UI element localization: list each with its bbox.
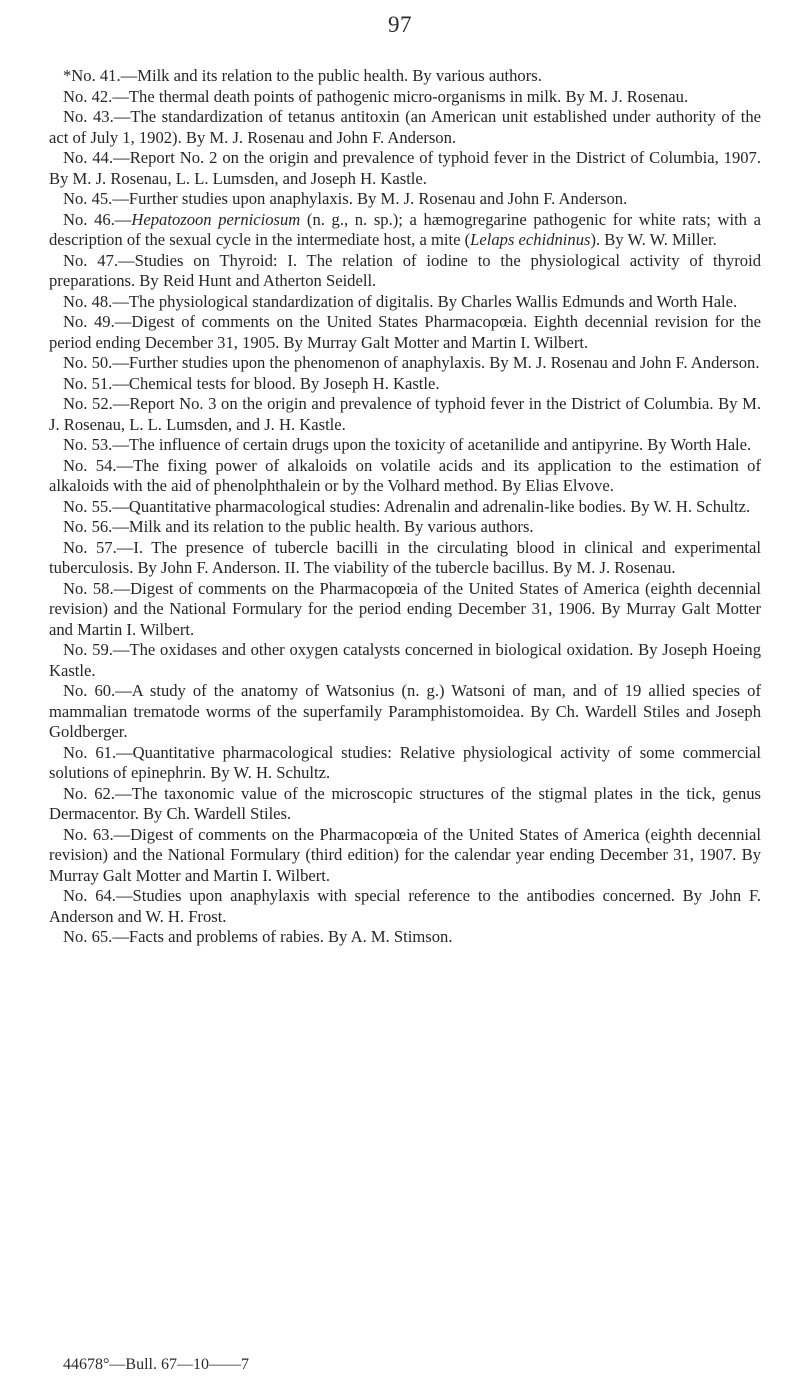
bulletin-entry-53: No. 53.—The influence of certain drugs upon the toxicity of acetanilide and antipyrine. By Worth Hale.	[63, 435, 752, 454]
bulletin-entry-58: No. 58.—Digest of comments on the Pharmacopœia of the United States of America (eighth decennial revision) and the National Formulary for the period ending December 31, 1906. By Murray Galt Motter and Martin I. Wilbert.	[49, 578, 761, 639]
printer-signature-line: 44678°—Bull. 67—10——7	[63, 1356, 249, 1373]
bulletin-entry-50: No. 50.—Further studies upon the phenomenon of anaphylaxis. By M. J. Rosenau and John F. Anderson.	[63, 353, 760, 372]
bulletin-entry-60: No. 60.—A study of the anatomy of Watsonius (n. g.) Watsoni of man, and of 19 allied species of mammalian trematode worms of the superfamily Paramphistomoidea. By Ch. Wardell Stiles and Joseph Goldberger.	[49, 681, 761, 741]
bulletin-entry-46	[49, 210, 761, 251]
bulletin-entry-63: No. 63.—Digest of comments on the Pharmacopœia of the United States of America (eighth decennial revision) and the National Formulary (third edition) for the calendar year ending December 31, 1907. By Murray Galt Motter and Martin I. Wilbert.	[49, 824, 761, 885]
entry-text-part: ). By W. W. Miller.	[590, 230, 717, 249]
bulletin-entry-59: No. 59.—The oxidases and other oxygen catalysts concerned in biological oxidation. By Joseph Hoeing Kastle.	[49, 640, 761, 680]
page-number: 97	[388, 12, 412, 37]
bulletin-entry-55: No. 55.—Quantitative pharmacological studies: Adrenalin and adrenalin-like bodies. By W. H. Schultz.	[63, 496, 751, 516]
entry-text-part: No. 46.—	[63, 209, 132, 229]
bulletin-entry-54: No. 54.—The fixing power of alkaloids on volatile acids and its application to the estimation of alkaloids with the aid of phenolphthalein or by the Volhard method. By Elias Elvove.	[49, 455, 761, 495]
bulletin-list	[49, 66, 761, 948]
bulletin-entry-64: No. 64.—Studies upon anaphylaxis with special reference to the antibodies concerned. By John F. Anderson and W. H. Frost.	[49, 886, 761, 926]
bulletin-entry-49: No. 49.—Digest of comments on the United States Pharmacopœia. Eighth decennial revision for the period ending December 31, 1905. By Murray Galt Motter and Martin I. Wilbert.	[49, 312, 761, 352]
bulletin-entry-45: No. 45.—Further studies upon anaphylaxis. By M. J. Rosenau and John F. Anderson.	[63, 189, 628, 208]
entry-text-part: (n. g., n. sp.); a hæmogregarine pathogenic for white rats; with a description of the sexual cycle in the intermediate host, a mite (	[49, 209, 761, 249]
bulletin-entry-42: No. 42.—The thermal death points of pathogenic micro-organisms in milk. By M. J. Rosenau.	[63, 86, 689, 106]
bulletin-entry-51: No. 51.—Chemical tests for blood. By Joseph H. Kastle.	[63, 373, 440, 393]
species-name: Lelaps echidninus	[470, 230, 591, 249]
bulletin-entry-47: No. 47.—Studies on Thyroid: I. The relation of iodine to the physiological activity of thyroid preparations. By Reid Hunt and Atherton Seidell.	[49, 250, 761, 290]
bulletin-entry-56: No. 56.—Milk and its relation to the public health. By various authors.	[63, 517, 534, 536]
bulletin-entry-48: No. 48.—The physiological standardization of digitalis. By Charles Wallis Edmunds and Worth Hale.	[63, 291, 738, 311]
bulletin-entry-41: *No. 41.—Milk and its relation to the public health. By various authors.	[63, 66, 542, 85]
bulletin-entry-57: No. 57.—I. The presence of tubercle bacilli in the circulating blood in clinical and experimental tuberculosis. By John F. Anderson. II. The viability of the tubercle bacillus. By M. J. Rosenau.	[49, 537, 761, 577]
bulletin-entry-52: No. 52.—Report No. 3 on the origin and prevalence of typhoid fever in the District of Columbia. By M. J. Rosenau, L. L. Lumsden, and J. H. Kastle.	[49, 394, 761, 434]
bulletin-entry-61: No. 61.—Quantitative pharmacological studies: Relative physiological activity of some commercial solutions of epinephrin. By W. H. Schultz.	[49, 742, 761, 782]
bulletin-entry-44: No. 44.—Report No. 2 on the origin and prevalence of typhoid fever in the District of Columbia, 1907. By M. J. Rosenau, L. L. Lumsden, and Joseph H. Kastle.	[49, 148, 761, 188]
bulletin-entry-43: No. 43.—The standardization of tetanus antitoxin (an American unit established under authority of the act of July 1, 1902). By M. J. Rosenau and John F. Anderson.	[49, 107, 761, 147]
bulletin-entry-65: No. 65.—Facts and problems of rabies. By A. M. Stimson.	[63, 927, 453, 946]
species-name: Hepatozoon perniciosum	[131, 209, 301, 229]
bulletin-entry-62: No. 62.—The taxonomic value of the microscopic structures of the stigmal plates in the tick, genus Dermacentor. By Ch. Wardell Stiles.	[49, 783, 761, 823]
